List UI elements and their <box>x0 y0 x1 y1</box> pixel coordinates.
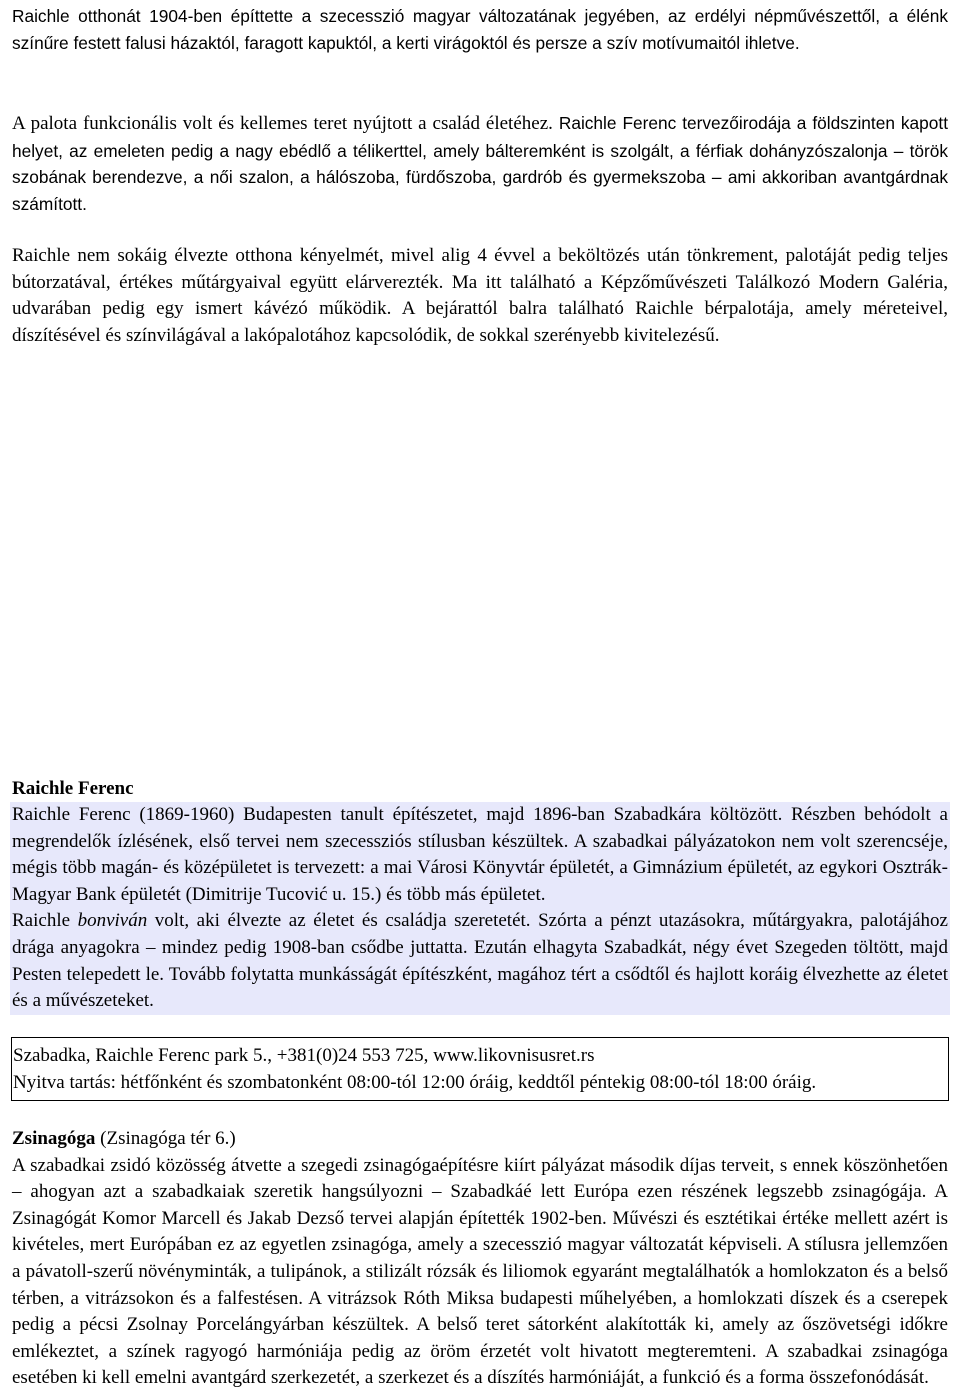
paragraph-palace-function-lead: A palota funkcionális volt és kellemes teret nyújtott a család életéhez. <box>12 113 553 134</box>
zsinagoga-heading-address: (Zsinagóga tér 6.) <box>95 1128 236 1149</box>
raichle-bio-2-start: Raichle <box>12 910 78 932</box>
zsinagoga-section <box>12 1126 948 1392</box>
raichle-bio-2-end: volt, aki élvezte az életet és családja szeretetét. Szórta a pénzt utazásokra, műtárgyakra, palotájához drága anyagokra – mindez pedig 1908-ban csődbe juttatta. Ezután elhagyta Szabadkát, négy évet Szegeden töltött, majd Pesten telepedett le. Tovább folytatta munkásságát építészként, magához tért a csődtől és hajlott koráig élvezhette az életet és a művészeteket. <box>12 910 948 1012</box>
raichle-bio-highlight <box>10 802 950 1015</box>
raichle-bio-paragraph-2 <box>12 908 950 1014</box>
raichle-bio-2-italic: bonviván <box>77 910 148 932</box>
address-line: Szabadka, Raichle Ferenc park 5., +381(0)24 553 725, www.likovnisusret.rs <box>13 1045 595 1066</box>
paragraph-raichle-home: Raichle otthonát 1904-ben építtette a szecesszió magyar változatának jegyében, az erdélyi népművészettől, a élénk színűre festett falusi házaktól, faragott kapuktól, a kerti virágoktól és persze a szív motívumaitól ihletve. <box>12 6 948 53</box>
zsinagoga-body: A szabadkai zsidó közösség átvette a szegedi zsinagógaépítésre kiírt pályázat második díjas terveit, s ennek köszönhetően – ahogyan azt a szabadkaiak szeretik hangsúlyozni – Szabadkáé lett Európa ezen részének legszebb zsinagógája. A Zsinagógát Komor Marcell és Jakab Dezső tervei alapján építették 1902-ben. Művészi és esztétikai értéke mellett azért is kivételes, mert Európában ez az egyetlen zsinagóga, amely a szecesszió magyar változatát képviseli. A stílusra jellemzően a pávatoll-szerű növényminták, a tulipánok, a stilizált rózsák és liliomok egyaránt megtalálhatók a homlokzaton és a belső térben, a vitrázsokon és a falfestésen. A vitrázsok Róth Miksa budapesti műhelyében, a homlokzati díszek és a cserepek pedig a pécsi Zsolnay Porcelángyárban készültek. A belső teret sátorként alakították ki, amely az őszövetségi időkre emlékeztet, a színek ragyogó harmóniája pedig az öröm érzetét volt hivatott megteremteni. A szabadkai zsinagóga esetében ki kell emelni avantgárd szerkezetét, a szerkezet és a díszítés harmóniáját, a funkció és a forma összefonódását. <box>12 1154 948 1389</box>
paragraph-palace-function-rest: Raichle Ferenc tervezőirodája a földszinten kapott helyet, az emeleten pedig a nagy ebédlő a télikerttel, amely bálteremként is szolgált, a férfiak dohányzószalonja – török szobának berendezve, a női szalon, a hálószoba, fürdőszoba, gardrób és gyermekszoba – ami akkoriban avantgárdnak számított. <box>12 113 948 214</box>
zsinagoga-heading-title: Zsinagóga <box>12 1128 96 1149</box>
paragraph-raichle-bankruptcy: Raichle nem sokáig élvezte otthona kényelmét, mivel alig 4 évvel a beköltözés után tönkrement, palotáját pedig teljes bútorzatával, értékes műtárgyaival együtt elárverezték. Ma itt található a Képzőművészeti Találkozó Modern Galéria, udvarában pedig egy ismert kávézó működik. A bejárattól balra található Raichle bérpalotája, amely méreteivel, díszítésével és színvilágával a lakópalotához kapcsolódik, de sokkal szerényebb kivitelezésű. <box>12 245 948 346</box>
section-heading-raichle: Raichle Ferenc <box>12 778 134 799</box>
zsinagoga-heading <box>12 1126 948 1153</box>
raichle-bio-paragraph-1: Raichle Ferenc (1869-1960) Budapesten tanult építészetet, majd 1896-ban Szabadkára költözött. Részben behódolt a megrendelők ízlésének, első tervei nem szecessziós stílusban készültek. A szabadkai pályázatokon nem volt szerencséje, mégis több magán- és középületet is tervezett: a mai Városi Könyvtár épületét, a Gimnázium épületét, az egykori Osztrák-Magyar Bank épületét (Dimitrije Tucović u. 15.) és több más épületet. <box>12 804 948 905</box>
paragraph-palace-function <box>12 110 948 217</box>
visitor-info-box <box>11 1037 949 1101</box>
opening-hours: Nyitva tartás: hétfőnként és szombatonként 08:00-tól 12:00 óráig, keddtől péntekig 08:00-tól 18:00 óráig. <box>13 1071 817 1093</box>
